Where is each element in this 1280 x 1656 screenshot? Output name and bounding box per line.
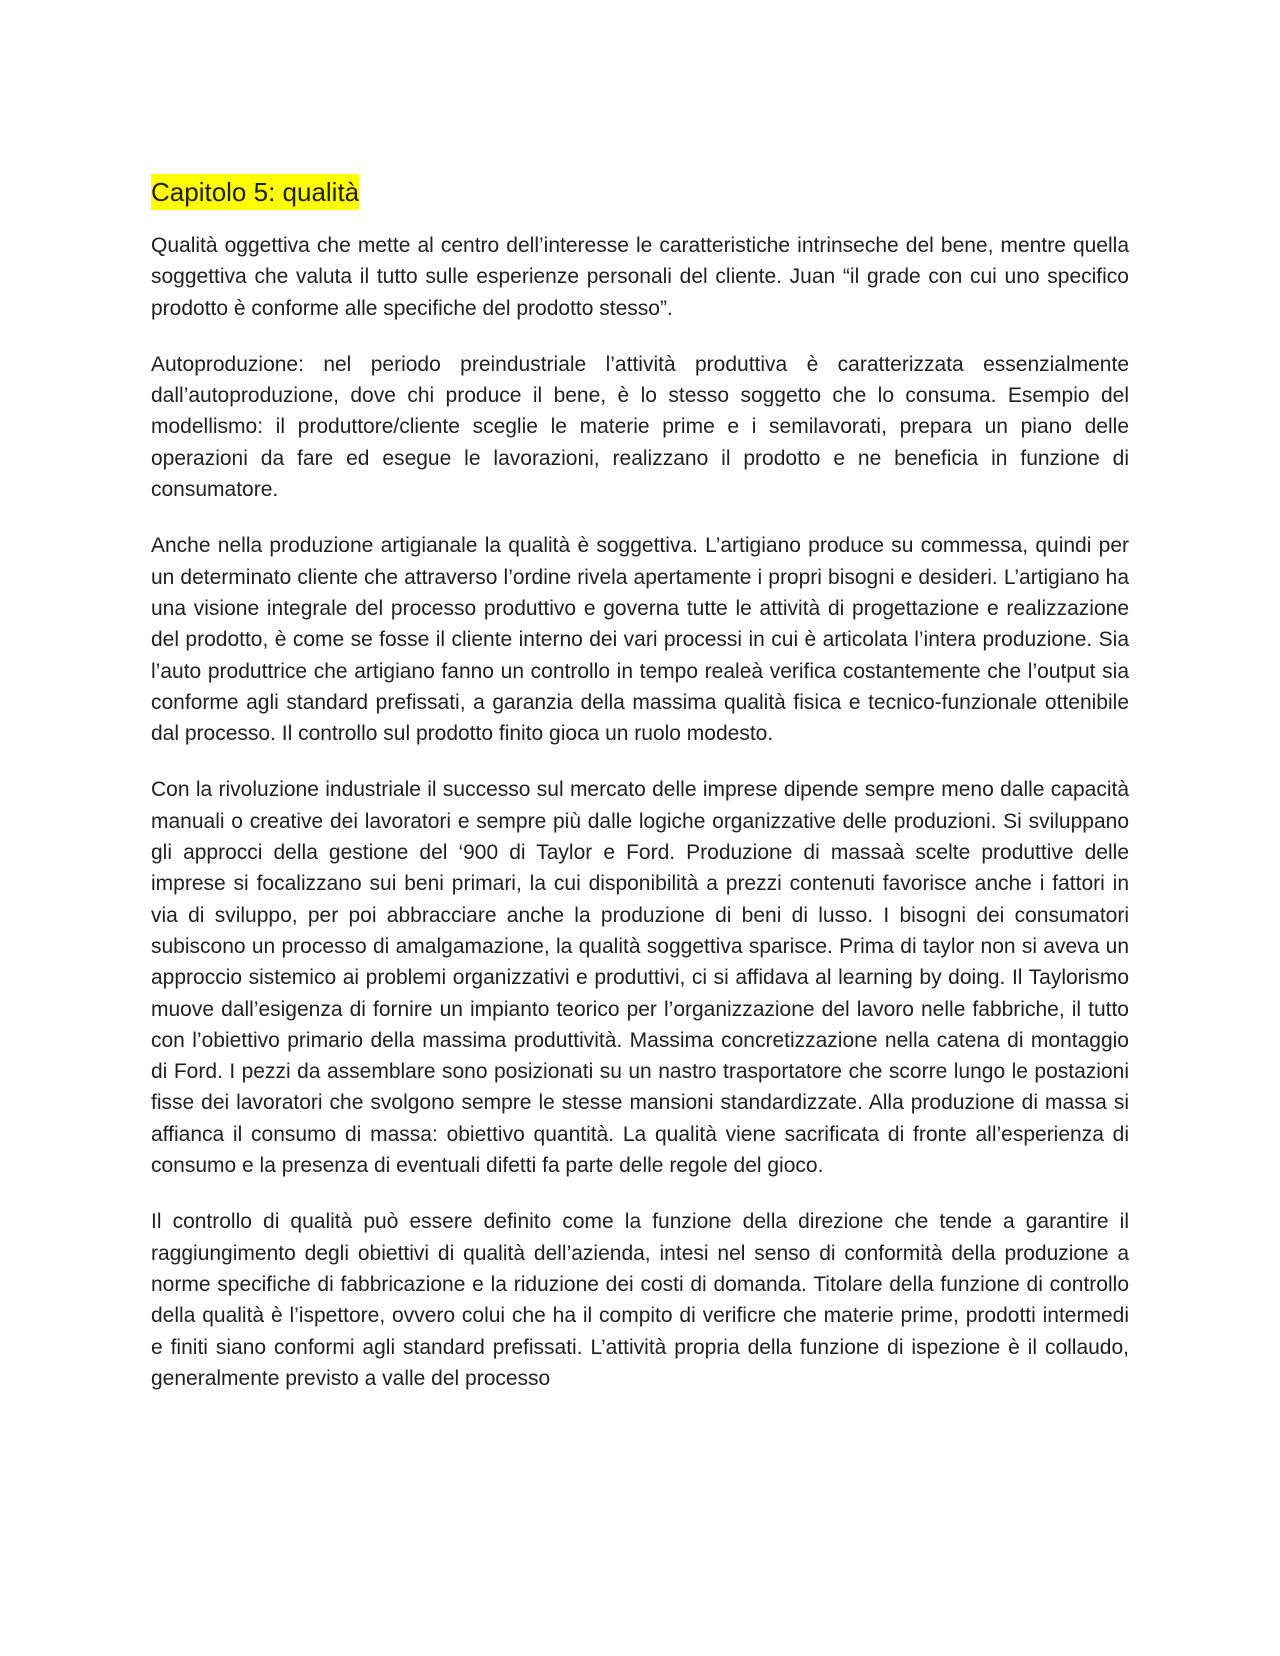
- document-page: [151, 174, 1129, 1394]
- paragraph-quality-definition: Qualità oggettiva che mette al centro dell’interesse le caratteristiche intrinseche del bene, mentre quella soggettiva che valuta il tutto sulle esperienze personali del cliente. Juan “il grade con cui uno specifico prodotto è conforme alle specifiche del prodotto stesso”.: [151, 234, 1129, 320]
- paragraph-industrial-revolution: Con la rivoluzione industriale il successo sul mercato delle imprese dipende sempre meno dalle capacità manuali o creative dei lavoratori e sempre più dalle logiche organizzative delle produzioni. Si sviluppano gli approcci della gestione del ‘900 di Taylor e Ford. Produzione di massaà scelte produttive delle imprese si focalizzano sui beni primari, la cui disponibilità a prezzi contenuti favorisce anche i fattori in via di sviluppo, per poi abbracciare anche la produzione di beni di lusso. I bisogni dei consumatori subiscono un processo di amalgamazione, la qualità soggettiva sparisce. Prima di taylor non si aveva un approccio sistemico ai problemi organizzativi e produttivi, ci si affidava al learning by doing. Il Taylorismo muove dall’esigenza di fornire un impianto teorico per l’organizzazione del lavoro nelle fabbriche, il tutto con l’obiettivo primario della massima produttività. Massima concretizzazione nella catena di montaggio di Ford. I pezzi da assemblare sono posizionati su un nastro trasportatore che scorre lungo le postazioni fisse dei lavoratori che svolgono sempre le stesse mansioni standardizzate. Alla produzione di massa si affianca il consumo di massa: obiettivo quantità. La qualità viene sacrificata di fronte all’esperienza di consumo e la presenza di eventuali difetti fa parte delle regole del gioco.: [151, 778, 1129, 1178]
- paragraph-autoproduction: Autoproduzione: nel periodo preindustriale l’attività produttiva è caratterizzata essenzialmente dall’autoproduzione, dove chi produce il bene, è lo stesso soggetto che lo consuma. Esempio del modellismo: il produttore/cliente sceglie le materie prime e i semilavorati, prepara un piano delle operazioni da fare ed esegue le lavorazioni, realizzano il prodotto e ne beneficia in funzione di consumatore.: [151, 352, 1129, 502]
- paragraph-quality-control: Il controllo di qualità può essere definito come la funzione della direzione che tende a garantire il raggiungimento degli obiettivi di qualità dell’azienda, intesi nel senso di conformità della produzione a norme specifiche di fabbricazione e la riduzione dei costi di domanda. Titolare della funzione di controllo della qualità è l’ispettore, ovvero colui che ha il compito di verificre che materie prime, prodotti intermedi e finiti siano conformi agli standard prefissati. L’attività propria della funzione di ispezione è il collaudo, generalmente previsto a valle del processo: [151, 1210, 1129, 1390]
- paragraph-artisan-production: Anche nella produzione artigianale la qualità è soggettiva. L’artigiano produce su commessa, quindi per un determinato cliente che attraverso l’ordine rivela apertamente i propri bisogni e desideri. L’artigiano ha una visione integrale del processo produttivo e governa tutte le attività di progettazione e realizzazione del prodotto, è come se fosse il cliente interno dei vari processi in cui è articolata l’intera produzione. Sia l’auto produttrice che artigiano fanno un controllo in tempo realeà verifica costantemente che l’output sia conforme agli standard prefissati, a garanzia della massima qualità fisica e tecnico-funzionale ottenibile dal processo. Il controllo sul prodotto finito gioca un ruolo modesto.: [151, 534, 1129, 746]
- chapter-title: Capitolo 5: qualità: [151, 174, 359, 210]
